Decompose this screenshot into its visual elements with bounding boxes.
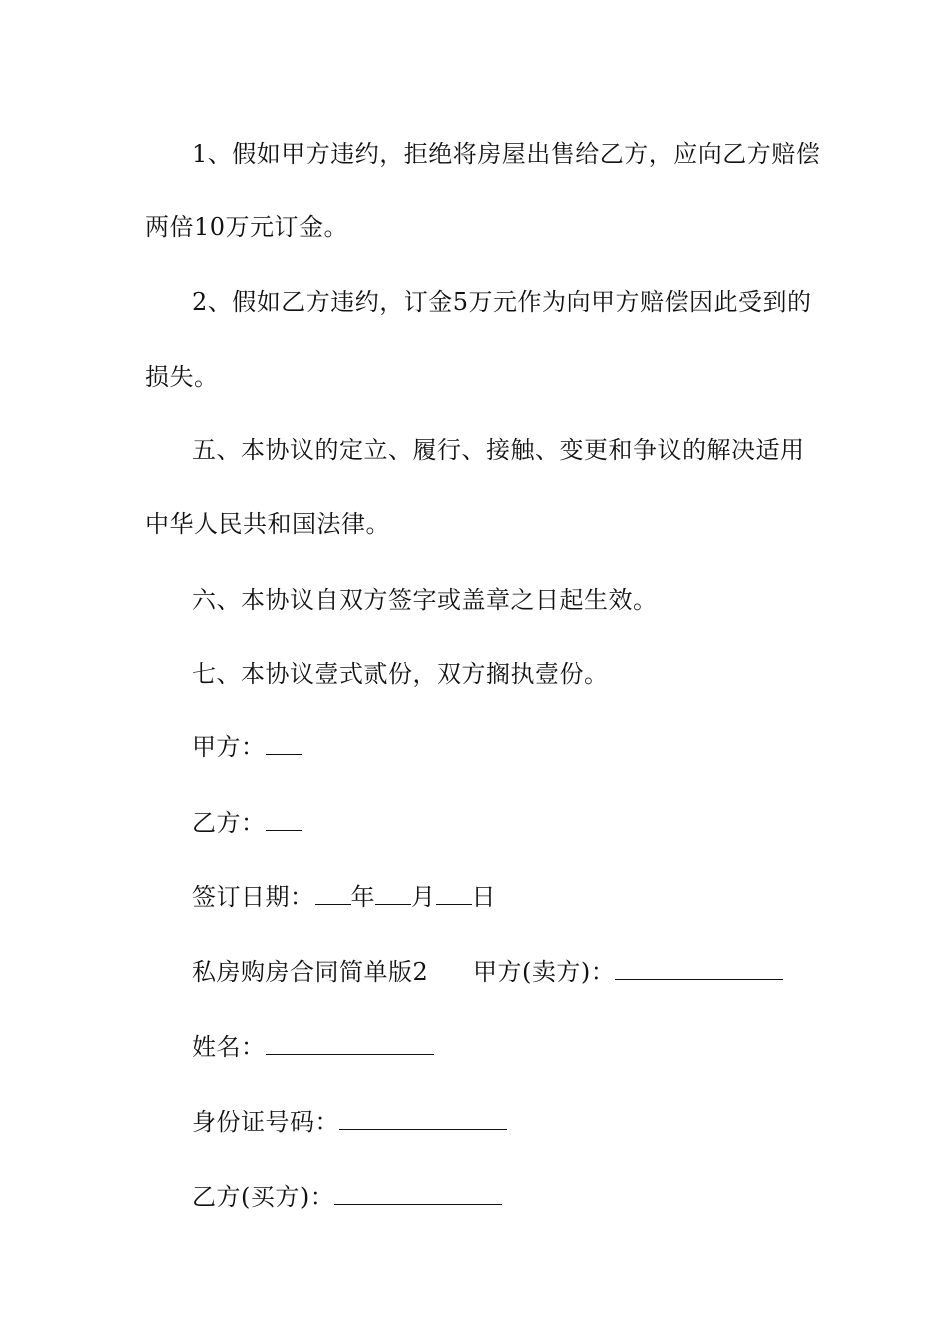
month-label: 月	[411, 883, 436, 911]
seller-line	[473, 956, 783, 988]
party-a-label: 甲方：	[192, 733, 266, 761]
clause-1-line-1: 1、假如甲方违约，拒绝将房屋出售给乙方，应向乙方赔偿	[192, 140, 821, 168]
party-b-blank[interactable]	[266, 808, 302, 831]
id-number-blank[interactable]	[339, 1107, 507, 1130]
party-a-signature-line	[192, 731, 302, 763]
contract-2-title: 私房购房合同简单版2	[192, 958, 429, 986]
buyer-blank[interactable]	[334, 1182, 502, 1205]
day-label: 日	[471, 883, 496, 911]
buyer-line	[192, 1181, 502, 1213]
clause-5-line-2: 中华人民共和国法律。	[145, 510, 390, 538]
party-a-blank[interactable]	[266, 732, 302, 755]
clause-7: 七、本协议壹式贰份，双方搁执壹份。	[192, 660, 609, 688]
name-blank[interactable]	[266, 1032, 434, 1055]
sign-date-label: 签订日期：	[192, 883, 315, 911]
clause-2-line-2: 损失。	[145, 363, 219, 391]
name-label: 姓名：	[192, 1033, 266, 1061]
sign-date-line	[192, 881, 496, 913]
seller-label: 甲方(卖方)：	[473, 958, 616, 986]
clause-1-line-2: 两倍10万元订金。	[145, 213, 349, 241]
party-b-label: 乙方：	[192, 809, 266, 837]
name-line	[192, 1031, 434, 1063]
clause-5-line-1: 五、本协议的定立、履行、接触、变更和争议的解决适用	[192, 436, 805, 464]
clause-2-line-1: 2、假如乙方违约，订金5万元作为向甲方赔偿因此受到的	[192, 288, 812, 316]
month-blank[interactable]	[375, 882, 411, 905]
year-label: 年	[350, 883, 375, 911]
year-blank[interactable]	[315, 882, 351, 905]
id-number-label: 身份证号码：	[192, 1108, 339, 1136]
party-b-signature-line	[192, 807, 302, 839]
buyer-label: 乙方(买方)：	[192, 1183, 335, 1211]
seller-blank[interactable]	[615, 957, 783, 980]
day-blank[interactable]	[436, 882, 472, 905]
clause-6: 六、本协议自双方签字或盖章之日起生效。	[192, 586, 658, 614]
id-number-line	[192, 1106, 507, 1138]
